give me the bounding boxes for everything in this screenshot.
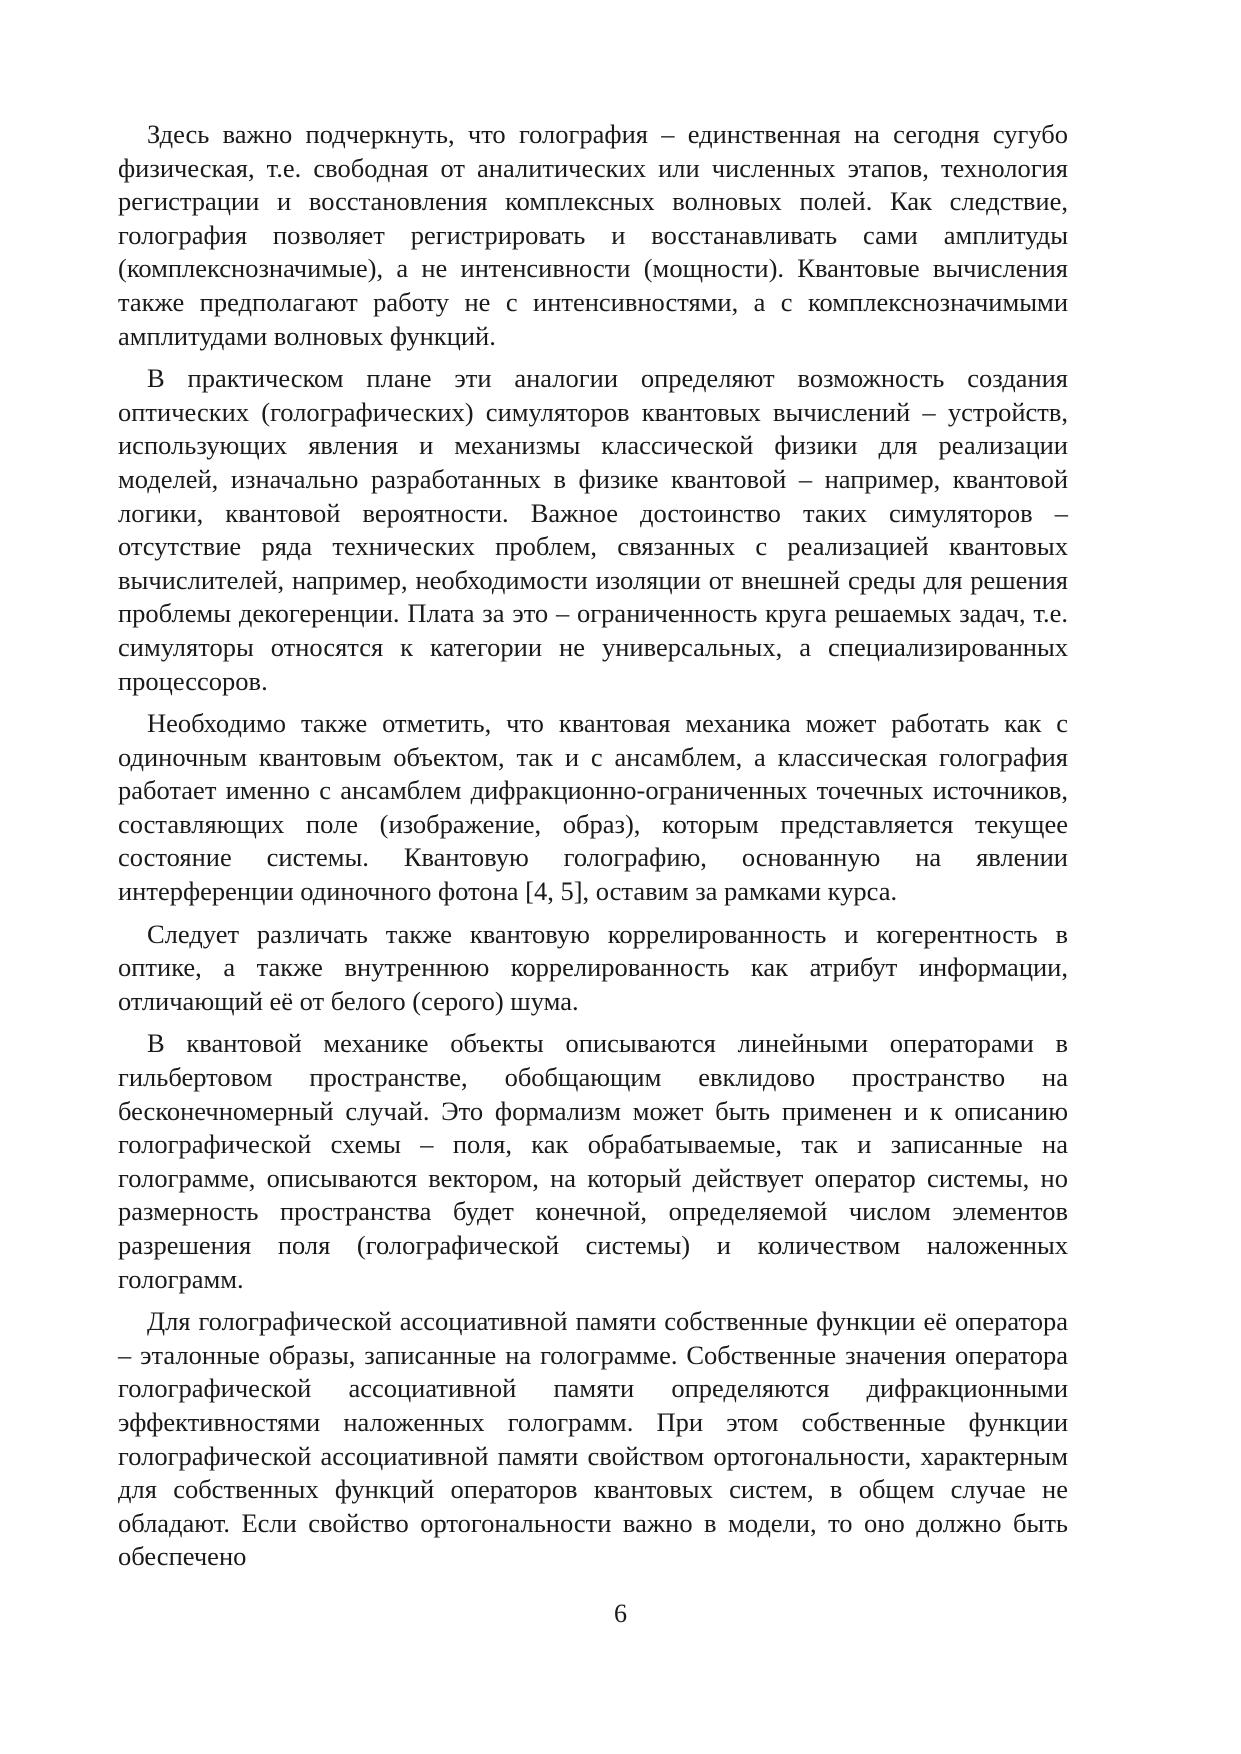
paragraph-correlation: Следует различать также квантовую коррелированность и когерентность в оптике, а также внутреннюю коррелированность как атрибут информации, отличающий её от белого (серого) шума. <box>118 918 1068 1016</box>
page-body <box>118 118 1068 1574</box>
paragraph-associative-memory: Для голографической ассоциативной памяти собственные функции её оператора – эталонные образы, записанные на голограмме. Собственные значения оператора голографической ассоциативной памяти определяются дифракционными эффективностями наложенных голограмм. При этом собственные функции голографической ассоциативной памяти свойством ортогональности, характерным для собственных функций операторов квантовых систем, в общем случае не обладают. Если свойство ортогональности важно в модели, то оно должно быть обеспечено <box>118 1306 1068 1572</box>
paragraph-hilbert-space: В квантовой механике объекты описываются линейными операторами в гильбертовом пространстве, обобщающим евклидово пространство на бесконечномерный случай. Это формализм может быть применен и к описанию голографической схемы – поля, как обрабатываемые, так и записанные на голограмме, описываются вектором, на который действует оператор системы, но размерность пространства будет конечной, определяемой числом элементов разрешения поля (голографической системы) и количеством наложенных голограмм. <box>118 1028 1068 1294</box>
paragraph-ensemble: Необходимо также отметить, что квантовая механика может работать как с одиночным квантовым объектом, так и с ансамблем, а классическая голография работает именно с ансамблем дифракционно-ограниченных точечных источников, составляющих поле (изображение, образ), которым представляется текущее состояние системы. Квантовую голографию, основанную на явлении интерференции одиночного фотона [4, 5], оставим за рамками курса. <box>118 708 1068 907</box>
paragraph-optical-simulators: В практическом плане эти аналогии определяют возможность создания оптических (голографических) симуляторов квантовых вычислений – устройств, использующих явления и механизмы классической физики для реализации моделей, изначально разработанных в физике квантовой – например, квантовой логики, квантовой вероятности. Важное достоинство таких симуляторов – отсутствие ряда технических проблем, связанных с реализацией квантовых вычислителей, например, необходимости изоляции от внешней среды для решения проблемы декогеренции. Плата за это – ограниченность круга решаемых задач, т.е. симуляторы относятся к категории не универсальных, а специализированных процессоров. <box>118 363 1068 696</box>
page-number: 6 <box>614 1599 627 1628</box>
paragraph-holography-uniqueness: Здесь важно подчеркнуть, что голография – единственная на сегодня сугубо физическая, т.е. свободная от аналитических или численных этапов, технология регистрации и восстановления комплексных волновых полей. Как следствие, голография позволяет регистрировать и восстанавливать сами амплитуды (комплекснозначимые), а не интенсивности (мощности). Квантовые вычисления также предполагают работу не с интенсивностями, а с комплекснозначимыми амплитудами волновых функций. <box>118 119 1068 351</box>
